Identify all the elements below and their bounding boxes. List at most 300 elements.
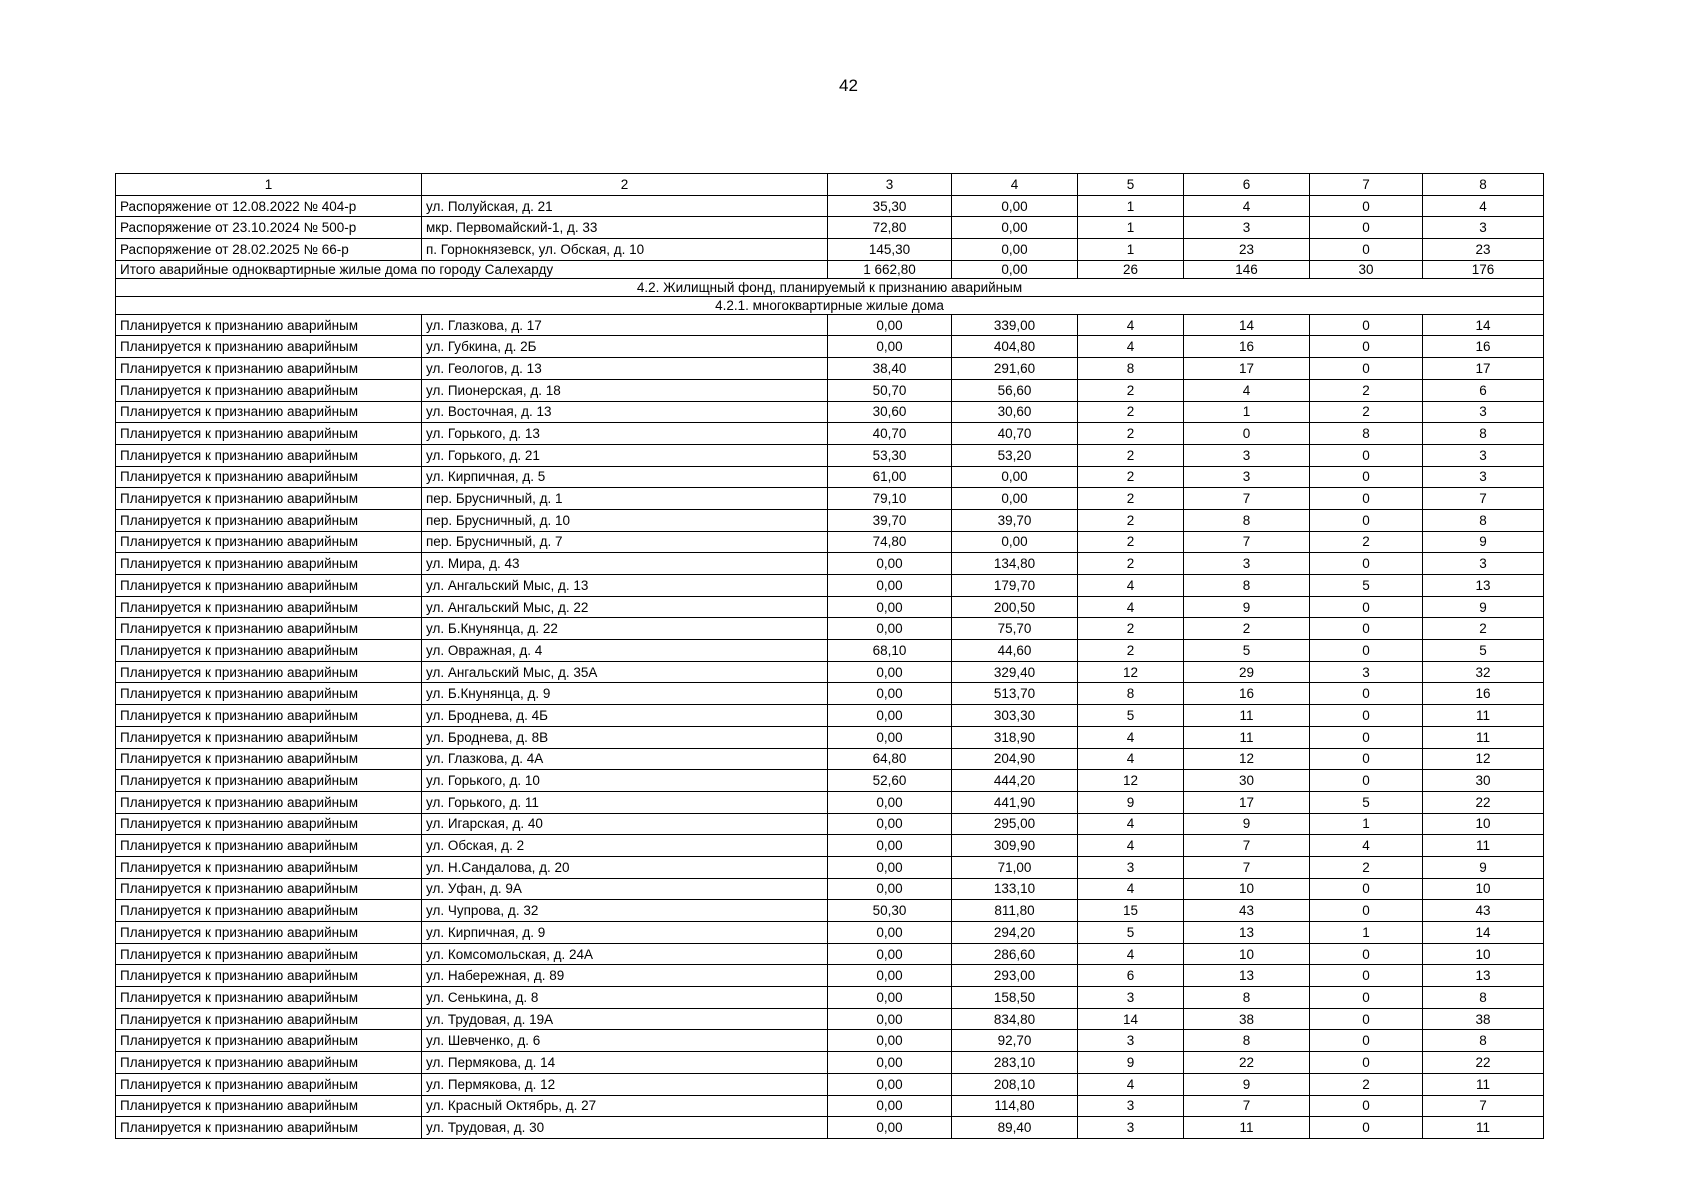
table-cell: 7 <box>1310 174 1423 196</box>
table-cell: Планируется к признанию аварийным <box>116 336 422 358</box>
table-cell: Планируется к признанию аварийным <box>116 791 422 813</box>
table-cell: 9 <box>1423 531 1544 553</box>
table-cell: 10 <box>1423 943 1544 965</box>
table-cell: 1 <box>1310 922 1423 944</box>
table-cell: Планируется к признанию аварийным <box>116 661 422 683</box>
table-cell: 2 <box>1184 618 1310 640</box>
table-cell: 13 <box>1423 965 1544 987</box>
table-cell: ул. Мира, д. 43 <box>422 553 828 575</box>
table-cell: 0,00 <box>828 922 952 944</box>
table-cell: 12 <box>1078 661 1184 683</box>
table-cell: 339,00 <box>952 314 1078 336</box>
table-cell: 4 <box>1078 813 1184 835</box>
table-cell: 64,80 <box>828 748 952 770</box>
table-cell: ул. Ангальский Мыс, д. 35А <box>422 661 828 683</box>
table-cell: Планируется к признанию аварийным <box>116 314 422 336</box>
table-cell: 2 <box>1423 618 1544 640</box>
table-cell: 30,60 <box>952 401 1078 423</box>
table-cell: Планируется к признанию аварийным <box>116 379 422 401</box>
table-cell: 8 <box>1184 1030 1310 1052</box>
table-cell: 11 <box>1423 1117 1544 1139</box>
table-cell: 16 <box>1184 683 1310 705</box>
table-cell: 10 <box>1184 878 1310 900</box>
table-cell: 4 <box>1078 943 1184 965</box>
table-cell: п. Горнокнязевск, ул. Обская, д. 10 <box>422 239 828 261</box>
table-cell: 4 <box>1078 726 1184 748</box>
table-cell: ул. Чупрова, д. 32 <box>422 900 828 922</box>
table-cell: ул. Горького, д. 13 <box>422 423 828 445</box>
table-row <box>116 640 1544 662</box>
table-cell: 0 <box>1310 509 1423 531</box>
table-cell: ул. Трудовая, д. 19А <box>422 1008 828 1030</box>
table-row <box>116 726 1544 748</box>
table-cell: 404,80 <box>952 336 1078 358</box>
table-cell: 158,50 <box>952 987 1078 1009</box>
table-cell: 12 <box>1184 748 1310 770</box>
table-cell: 295,00 <box>952 813 1078 835</box>
table-cell: 89,40 <box>952 1117 1078 1139</box>
table-cell: 0,00 <box>828 1095 952 1117</box>
table-cell: 0,00 <box>828 726 952 748</box>
table-row <box>116 965 1544 987</box>
table-cell: 8 <box>1078 358 1184 380</box>
table-cell: 9 <box>1184 813 1310 835</box>
table-cell: 43 <box>1184 900 1310 922</box>
table-cell: 204,90 <box>952 748 1078 770</box>
table-cell: 0,00 <box>952 217 1078 239</box>
table-cell: Планируется к признанию аварийным <box>116 444 422 466</box>
table-cell: 68,10 <box>828 640 952 662</box>
table-cell: 0,00 <box>828 791 952 813</box>
table-cell: 2 <box>1078 423 1184 445</box>
table-cell: Планируется к признанию аварийным <box>116 943 422 965</box>
table-cell: Планируется к признанию аварийным <box>116 878 422 900</box>
table-cell: 5 <box>1078 705 1184 727</box>
table-cell: ул. Глазкова, д. 4А <box>422 748 828 770</box>
table-cell: Планируется к признанию аварийным <box>116 922 422 944</box>
table-cell: 0 <box>1310 358 1423 380</box>
table-cell: 0,00 <box>828 878 952 900</box>
table-cell: 4 <box>1078 596 1184 618</box>
table-cell: пер. Брусничный, д. 10 <box>422 509 828 531</box>
table-row <box>116 488 1544 510</box>
table-cell: 133,10 <box>952 878 1078 900</box>
table-row <box>116 770 1544 792</box>
table-cell: 14 <box>1078 1008 1184 1030</box>
table-cell: 0 <box>1310 770 1423 792</box>
table-row <box>116 1117 1544 1139</box>
table-cell: 0,00 <box>952 195 1078 217</box>
table-cell: 75,70 <box>952 618 1078 640</box>
table-cell: 5 <box>1310 575 1423 597</box>
total-row <box>116 260 1544 278</box>
table-cell: 5 <box>1078 922 1184 944</box>
table-cell: 2 <box>1310 379 1423 401</box>
table-cell: 0 <box>1310 553 1423 575</box>
table-cell: 3 <box>828 174 952 196</box>
table-cell: 8 <box>1184 575 1310 597</box>
table-cell: Планируется к признанию аварийным <box>116 835 422 857</box>
table-cell: 0,00 <box>828 314 952 336</box>
table-cell: 0,00 <box>828 813 952 835</box>
table-cell: 293,00 <box>952 965 1078 987</box>
table-cell: 0,00 <box>828 835 952 857</box>
table-cell: 3 <box>1423 466 1544 488</box>
table-cell: 208,10 <box>952 1073 1078 1095</box>
table-cell: 15 <box>1078 900 1184 922</box>
table-row <box>116 1052 1544 1074</box>
table-cell: 10 <box>1423 878 1544 900</box>
table-cell: 0,00 <box>828 965 952 987</box>
table-cell: 0 <box>1184 423 1310 445</box>
table-cell: 72,80 <box>828 217 952 239</box>
table-cell: 7 <box>1184 835 1310 857</box>
table-cell: 6 <box>1423 379 1544 401</box>
table-cell: 2 <box>422 174 828 196</box>
table-row <box>116 1008 1544 1030</box>
table-cell: 0,00 <box>828 943 952 965</box>
table-cell: 2 <box>1078 640 1184 662</box>
table-cell: 0 <box>1310 618 1423 640</box>
table-cell: 2 <box>1310 531 1423 553</box>
table-row <box>116 618 1544 640</box>
table-cell: 303,30 <box>952 705 1078 727</box>
table-cell: пер. Брусничный, д. 7 <box>422 531 828 553</box>
table-cell: 38,40 <box>828 358 952 380</box>
table-cell: 38 <box>1184 1008 1310 1030</box>
table-cell: Распоряжение от 23.10.2024 № 500-р <box>116 217 422 239</box>
table-cell: Планируется к признанию аварийным <box>116 640 422 662</box>
table-cell: 309,90 <box>952 835 1078 857</box>
table-cell: 7 <box>1423 1095 1544 1117</box>
table-cell: 4 <box>1078 835 1184 857</box>
table-cell: 2 <box>1078 466 1184 488</box>
table-cell: ул. Полуйская, д. 21 <box>422 195 828 217</box>
table-cell: 11 <box>1184 726 1310 748</box>
table-cell: 3 <box>1184 444 1310 466</box>
table-cell: ул. Н.Сандалова, д. 20 <box>422 856 828 878</box>
table-cell: 0,00 <box>828 618 952 640</box>
table-cell: 8 <box>1078 683 1184 705</box>
table-cell: 11 <box>1423 726 1544 748</box>
table-cell: 8 <box>1184 509 1310 531</box>
table-cell: ул. Ангальский Мыс, д. 13 <box>422 575 828 597</box>
table-cell: 283,10 <box>952 1052 1078 1074</box>
table-cell: 13 <box>1184 922 1310 944</box>
table-cell: 39,70 <box>952 509 1078 531</box>
table-cell: 0,00 <box>828 336 952 358</box>
table-row <box>116 596 1544 618</box>
table-cell: 2 <box>1310 856 1423 878</box>
table-cell: 23 <box>1184 239 1310 261</box>
table-cell: ул. Овражная, д. 4 <box>422 640 828 662</box>
table-cell: 40,70 <box>952 423 1078 445</box>
table-cell: 9 <box>1078 1052 1184 1074</box>
table-cell: 11 <box>1184 1117 1310 1139</box>
table-cell: 2 <box>1078 618 1184 640</box>
table-cell: 0,00 <box>828 856 952 878</box>
table-cell: 38 <box>1423 1008 1544 1030</box>
table-cell: 0 <box>1310 900 1423 922</box>
table-cell: 4 <box>1078 336 1184 358</box>
table-cell: Планируется к признанию аварийным <box>116 531 422 553</box>
table-cell: 0 <box>1310 1095 1423 1117</box>
table-cell: 56,60 <box>952 379 1078 401</box>
table-cell: 0,00 <box>828 1008 952 1030</box>
table-cell: 9 <box>1078 791 1184 813</box>
table-cell: 0 <box>1310 726 1423 748</box>
table-cell: ул. Геологов, д. 13 <box>422 358 828 380</box>
table-cell: Планируется к признанию аварийным <box>116 1095 422 1117</box>
table-cell: 22 <box>1423 1052 1544 1074</box>
table-cell: 71,00 <box>952 856 1078 878</box>
table-row <box>116 553 1544 575</box>
table-cell: ул. Губкина, д. 2Б <box>422 336 828 358</box>
table-cell: 3 <box>1184 466 1310 488</box>
table-cell: Планируется к признанию аварийным <box>116 1117 422 1139</box>
table-cell: 0 <box>1310 748 1423 770</box>
table-cell: 17 <box>1184 791 1310 813</box>
table-cell: 11 <box>1423 835 1544 857</box>
table-cell: 39,70 <box>828 509 952 531</box>
table-cell: 14 <box>1423 922 1544 944</box>
table-cell: 4 <box>952 174 1078 196</box>
table-cell: 16 <box>1423 336 1544 358</box>
table-cell: 26 <box>1078 260 1184 278</box>
table-cell: 14 <box>1423 314 1544 336</box>
table-cell: Планируется к признанию аварийным <box>116 987 422 1009</box>
table-cell: 0 <box>1310 336 1423 358</box>
table-cell: 2 <box>1078 531 1184 553</box>
table-cell: 0 <box>1310 239 1423 261</box>
table-cell: 3 <box>1184 553 1310 575</box>
table-cell: 0 <box>1310 488 1423 510</box>
table-cell: 0,00 <box>952 260 1078 278</box>
table-cell: 0 <box>1310 1030 1423 1052</box>
table-row <box>116 444 1544 466</box>
table-cell: 0,00 <box>828 661 952 683</box>
table-cell: 12 <box>1078 770 1184 792</box>
table-cell: 444,20 <box>952 770 1078 792</box>
table-cell: 4 <box>1078 314 1184 336</box>
header-row <box>116 174 1544 196</box>
table-cell: 0 <box>1310 466 1423 488</box>
table-cell: 4 <box>1310 835 1423 857</box>
table-cell: Планируется к признанию аварийным <box>116 575 422 597</box>
table-cell: 8 <box>1423 987 1544 1009</box>
table-cell: 0 <box>1310 705 1423 727</box>
table-cell: 4 <box>1078 1073 1184 1095</box>
table-cell: 1 <box>1078 239 1184 261</box>
table-cell: 146 <box>1184 260 1310 278</box>
subsection-title-row <box>116 296 1544 314</box>
table-cell: Планируется к признанию аварийным <box>116 401 422 423</box>
table-cell: 0 <box>1310 1008 1423 1030</box>
table-cell: 8 <box>1423 423 1544 445</box>
table-cell: 13 <box>1184 965 1310 987</box>
table-row <box>116 987 1544 1009</box>
table-cell: 2 <box>1310 1073 1423 1095</box>
table-cell: Планируется к признанию аварийным <box>116 1008 422 1030</box>
table-row <box>116 466 1544 488</box>
table-cell: 11 <box>1423 1073 1544 1095</box>
table-cell: ул. Горького, д. 10 <box>422 770 828 792</box>
table-row <box>116 748 1544 770</box>
table-cell: 23 <box>1423 239 1544 261</box>
table-cell: 16 <box>1184 336 1310 358</box>
table-cell: 43 <box>1423 900 1544 922</box>
table-cell: Планируется к признанию аварийным <box>116 358 422 380</box>
table-cell: 2 <box>1078 401 1184 423</box>
table-cell: 30 <box>1310 260 1423 278</box>
table-cell: Планируется к признанию аварийным <box>116 509 422 531</box>
table-cell: ул. Броднева, д. 8В <box>422 726 828 748</box>
table-cell: 0,00 <box>828 1030 952 1052</box>
table-row <box>116 358 1544 380</box>
table-cell: 4 <box>1078 748 1184 770</box>
table-cell: 441,90 <box>952 791 1078 813</box>
table-cell: 1 <box>1184 401 1310 423</box>
table-cell: 834,80 <box>952 1008 1078 1030</box>
table-cell: 0,00 <box>828 987 952 1009</box>
table-cell: 7 <box>1184 488 1310 510</box>
table-cell: 53,20 <box>952 444 1078 466</box>
table-cell: 1 <box>1310 813 1423 835</box>
table-cell: ул. Броднева, д. 4Б <box>422 705 828 727</box>
table-cell: 3 <box>1078 987 1184 1009</box>
table-cell: 9 <box>1184 1073 1310 1095</box>
table-cell: 0 <box>1310 1117 1423 1139</box>
table-cell: 11 <box>1184 705 1310 727</box>
table-row <box>116 813 1544 835</box>
table-cell: 44,60 <box>952 640 1078 662</box>
table-row <box>116 922 1544 944</box>
table-row <box>116 661 1544 683</box>
table-cell: 0 <box>1310 965 1423 987</box>
table-cell: ул. Игарская, д. 40 <box>422 813 828 835</box>
table-cell: 32 <box>1423 661 1544 683</box>
table-cell: 4.2. Жилищный фонд, планируемый к признанию аварийным <box>116 278 1544 296</box>
table-cell: 35,30 <box>828 195 952 217</box>
table-cell: Планируется к признанию аварийным <box>116 596 422 618</box>
table-cell: 2 <box>1078 379 1184 401</box>
table-row <box>116 705 1544 727</box>
table-cell: 0,00 <box>828 705 952 727</box>
table-cell: 0 <box>1310 217 1423 239</box>
table-cell: 318,90 <box>952 726 1078 748</box>
table-row <box>116 401 1544 423</box>
table-row <box>116 314 1544 336</box>
table-cell: ул. Набережная, д. 89 <box>422 965 828 987</box>
table-cell: 134,80 <box>952 553 1078 575</box>
table-cell: Планируется к признанию аварийным <box>116 748 422 770</box>
table-cell: 7 <box>1423 488 1544 510</box>
table-cell: 0,00 <box>828 1073 952 1095</box>
table-cell: 145,30 <box>828 239 952 261</box>
table-cell: ул. Восточная, д. 13 <box>422 401 828 423</box>
table-cell: 3 <box>1423 401 1544 423</box>
table-cell: 1 <box>116 174 422 196</box>
table-cell: 10 <box>1423 813 1544 835</box>
table-cell: 30 <box>1423 770 1544 792</box>
table-cell: ул. Пионерская, д. 18 <box>422 379 828 401</box>
table-cell: 0 <box>1310 314 1423 336</box>
table-cell: 3 <box>1184 217 1310 239</box>
table-cell: ул. Красный Октябрь, д. 27 <box>422 1095 828 1117</box>
table-cell: 92,70 <box>952 1030 1078 1052</box>
table-cell: 22 <box>1184 1052 1310 1074</box>
table-cell: Планируется к признанию аварийным <box>116 683 422 705</box>
table-cell: 11 <box>1423 705 1544 727</box>
table-cell: ул. Кирпичная, д. 9 <box>422 922 828 944</box>
table-cell: 4 <box>1078 878 1184 900</box>
table-row <box>116 336 1544 358</box>
table-row <box>116 195 1544 217</box>
table-cell: 17 <box>1184 358 1310 380</box>
table-row <box>116 1073 1544 1095</box>
table-cell: 6 <box>1184 174 1310 196</box>
table-cell: ул. Комсомольская, д. 24А <box>422 943 828 965</box>
table-cell: 2 <box>1078 553 1184 575</box>
table-row <box>116 900 1544 922</box>
table-cell: Планируется к признанию аварийным <box>116 553 422 575</box>
table-cell: Итого аварийные одноквартирные жилые дома по городу Салехарду <box>116 260 828 278</box>
table-cell: 3 <box>1078 1030 1184 1052</box>
table-cell: 3 <box>1423 217 1544 239</box>
table-cell: 0,00 <box>828 575 952 597</box>
table-cell: 114,80 <box>952 1095 1078 1117</box>
table-cell: 291,60 <box>952 358 1078 380</box>
table-cell: Планируется к признанию аварийным <box>116 856 422 878</box>
table-row <box>116 531 1544 553</box>
table-cell: 12 <box>1423 748 1544 770</box>
page-number: 42 <box>839 76 858 95</box>
table-cell: 0 <box>1310 444 1423 466</box>
table-cell: 2 <box>1310 401 1423 423</box>
section-title-row <box>116 278 1544 296</box>
table-cell: Планируется к признанию аварийным <box>116 618 422 640</box>
table-cell: 0,00 <box>828 1117 952 1139</box>
table-cell: 176 <box>1423 260 1544 278</box>
table-cell: 29 <box>1184 661 1310 683</box>
table-cell: 811,80 <box>952 900 1078 922</box>
table-cell: 2 <box>1078 444 1184 466</box>
table-row <box>116 1095 1544 1117</box>
table-cell: пер. Брусничный, д. 1 <box>422 488 828 510</box>
table-cell: 200,50 <box>952 596 1078 618</box>
table-cell: 0,00 <box>952 466 1078 488</box>
table-cell: 50,70 <box>828 379 952 401</box>
table-cell: 0 <box>1310 1052 1423 1074</box>
table-row <box>116 856 1544 878</box>
table-cell: 0,00 <box>828 683 952 705</box>
table-cell: Распоряжение от 12.08.2022 № 404-р <box>116 195 422 217</box>
table-cell: Распоряжение от 28.02.2025 № 66-р <box>116 239 422 261</box>
table-cell: 0,00 <box>952 531 1078 553</box>
table-cell: 30 <box>1184 770 1310 792</box>
table-cell: ул. Горького, д. 11 <box>422 791 828 813</box>
table-cell: 513,70 <box>952 683 1078 705</box>
table-cell: 3 <box>1423 553 1544 575</box>
table-cell: Планируется к признанию аварийным <box>116 813 422 835</box>
table-cell: 0 <box>1310 195 1423 217</box>
table-cell: 4.2.1. многоквартирные жилые дома <box>116 296 1544 314</box>
table-cell: 9 <box>1184 596 1310 618</box>
table-cell: 0,00 <box>952 239 1078 261</box>
table-cell: 22 <box>1423 791 1544 813</box>
table-cell: 6 <box>1078 965 1184 987</box>
table-row <box>116 1030 1544 1052</box>
